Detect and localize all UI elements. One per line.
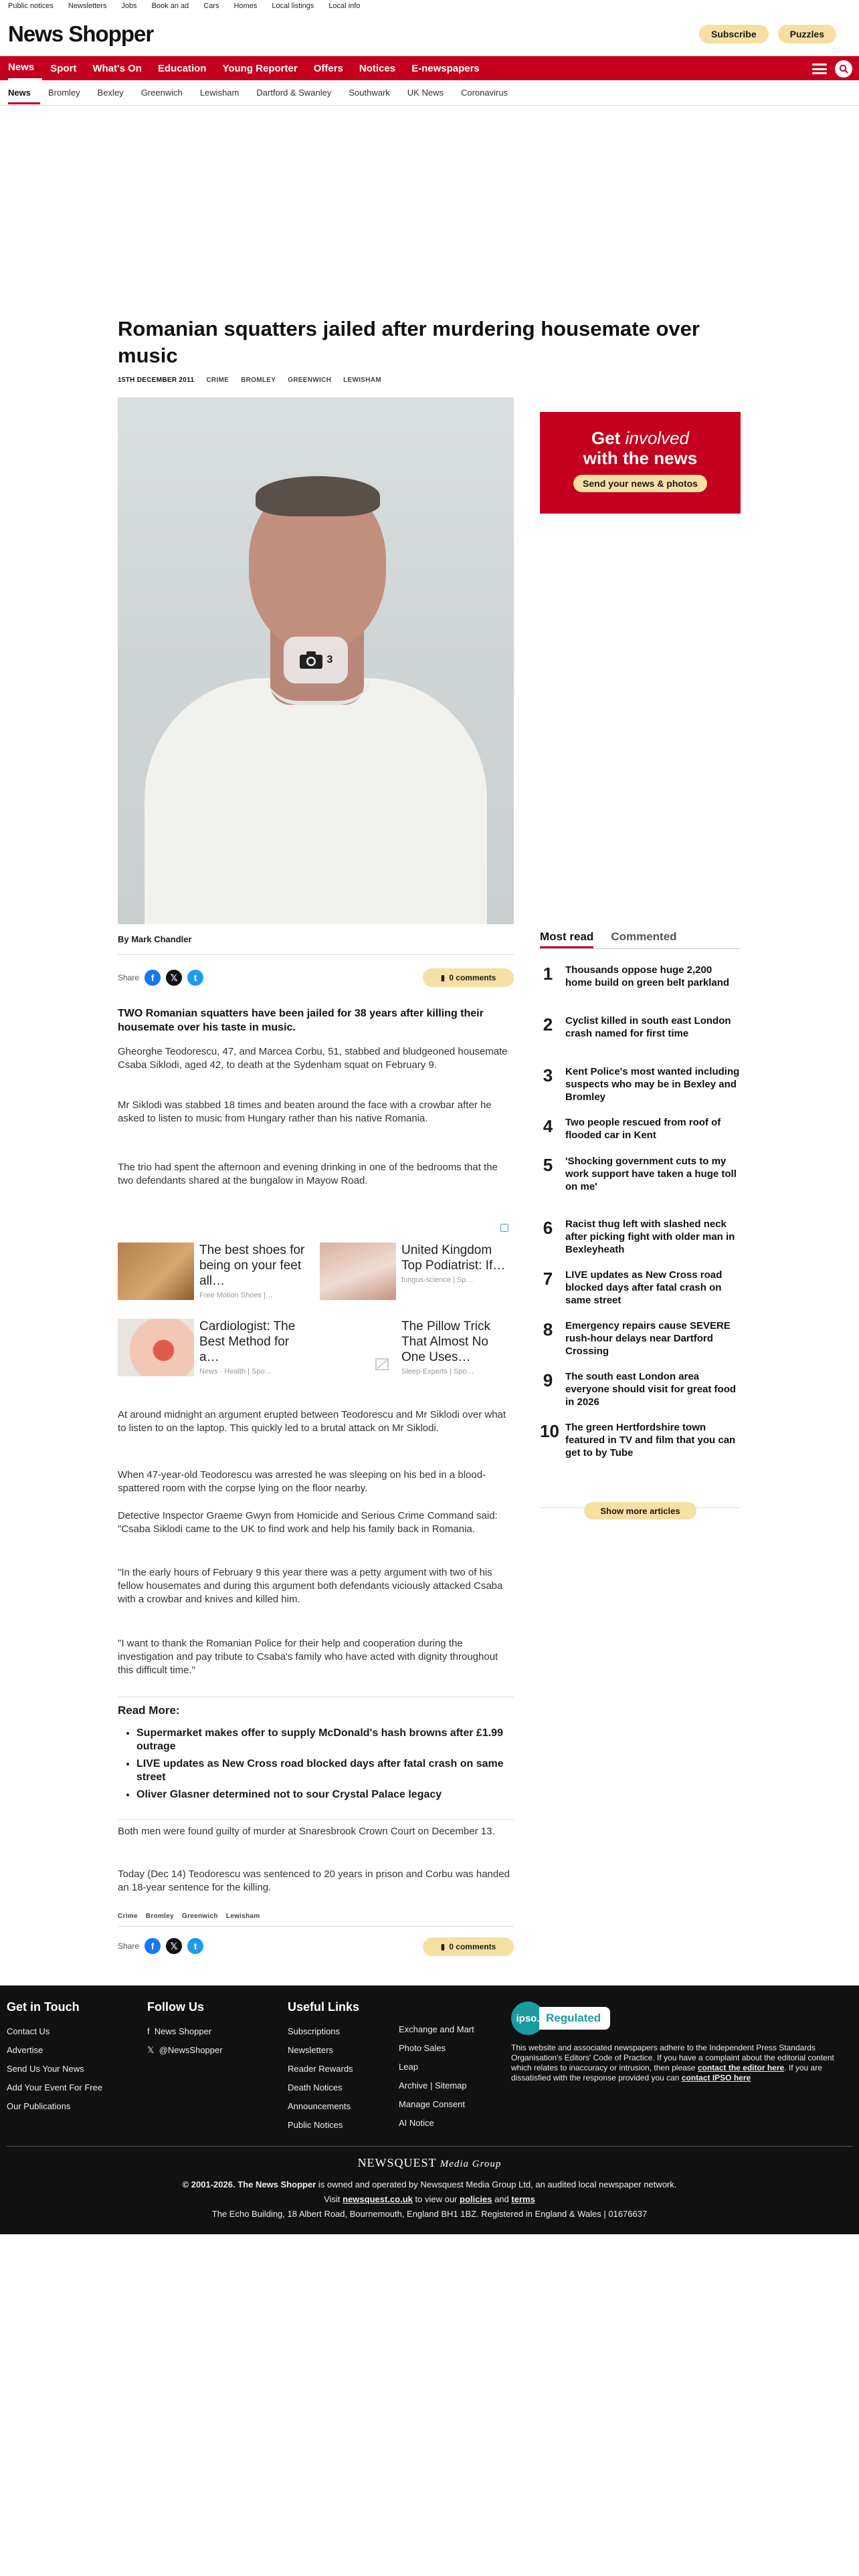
footer-get-in-touch [7,2000,102,2116]
comments-count: 0 comments [449,973,496,982]
subnav-item-greenwich[interactable]: Greenwich [140,88,183,98]
utility-link-jobs[interactable]: Jobs [121,2,137,10]
comments-button-bottom[interactable] [423,1937,514,1956]
article-paragraph: Mr Siklodi was stabbed 18 times and beaten around the face with a crowbar after he asked to listen to music from Hungary rather than his native Romania. [118,1099,492,1124]
facebook-icon: f [147,2026,150,2036]
footer-link[interactable]: Public Notices [288,2120,343,2130]
divider [118,1926,514,1927]
facebook-share-icon[interactable]: f [145,970,161,986]
tag-bromley[interactable]: Bromley [145,1913,174,1920]
most-read-item[interactable]: 3 Kent Police's most wanted including suspects who may be in Bexley and Bromley [540,1065,741,1116]
sponsored-ad[interactable] [118,1319,310,1376]
newsquest-site-link[interactable]: newsquest.co.uk [343,2194,413,2204]
search-icon[interactable] [835,60,852,78]
ipso-statement: This website and associated newspapers adhere to the Independent Press Standards Organisation's Editors' Code of Practice. If you have a complaint about the editorial content which relates to inaccuracy or intrusion, then please contact the editor here. If you are dissatisfied with the response provided you can contact IPSO here [511,2043,834,2082]
article-paragraph: Gheorghe Teodorescu, 47, and Marcea Corbu, 51, stabbed and bludgeoned housemate Csaba Siklodi, aged 42, to death at the Sydenham squat on February 9. [118,1046,508,1071]
footer-link[interactable]: Subscriptions [288,2026,341,2036]
ad-thumbnail [320,1243,396,1300]
most-read-item[interactable]: 9 The south east London area everyone should visit for great food in 2026 [540,1370,741,1421]
footer-link[interactable]: Newsletters [288,2045,333,2055]
footer-link[interactable]: AI Notice [399,2118,434,2128]
twitter-share-icon[interactable]: t [187,1938,203,1954]
sub-nav [0,80,859,106]
terms-link[interactable]: terms [511,2194,535,2204]
footer-facebook-link[interactable]: f News Shopper [147,2026,212,2036]
share-bar-top [118,970,203,986]
article-paragraph: The trio had spent the afternoon and evening drinking in one of the bedrooms that the two defendants shared at the bungalow in Mayow Road. [118,1162,498,1186]
tag-crime[interactable]: CRIME [206,377,229,384]
newsquest-logo[interactable]: NEWSQUEST Media Group [357,2156,502,2169]
ipso-logo: ipso. [511,2002,545,2035]
utility-link-local-info[interactable]: Local info [328,2,361,10]
footer-link[interactable]: Archive | Sitemap [399,2080,467,2090]
subnav-item-bromley[interactable]: Bromley [47,88,80,98]
article-paragraph: Both men were found guilty of murder at Snaresbrook Crown Court on December 13. [118,1826,495,1837]
tab-commented[interactable]: Commented [611,930,677,943]
puzzles-button[interactable]: Puzzles [778,25,836,43]
subscribe-button[interactable]: Subscribe [699,25,769,43]
read-more-heading: Read More: [118,1704,180,1717]
article-paragraph: "In the early hours of February 9 this year there was a petty argument with two of his fellow housemates and during this argument both defendants viciously attacked Csaba with a crowbar and knives and killed him. [118,1567,503,1605]
most-read-tabs [540,930,741,949]
rank-number: 4 [543,1116,553,1136]
rank-number: 5 [543,1155,553,1175]
rank-number: 7 [543,1269,553,1289]
facebook-share-icon[interactable]: f [145,1938,161,1954]
nav-item-young-reporter[interactable]: Young Reporter [222,62,298,74]
footer-divider [7,2146,852,2147]
subnav-item-bexley[interactable]: Bexley [97,88,124,98]
footer-link[interactable]: Send Us Your News [7,2064,84,2074]
ipso-badge[interactable] [511,2002,610,2035]
read-more-link[interactable]: • Oliver Glasner determined not to sour Crystal Palace legacy [136,1788,514,1802]
rank-number: 2 [543,1014,553,1035]
tab-most-read[interactable]: Most read [540,930,593,948]
ad-thumbnail [118,1243,194,1300]
article-paragraph: At around midnight an argument erupted between Teodorescu and Mr Siklodi over what to listen to on the laptop. This quickly led to a brutal attack on Mr Siklodi. [118,1409,506,1434]
utility-link-newsletters[interactable]: Newsletters [68,2,107,10]
footer-link[interactable]: Photo Sales [399,2043,446,2053]
subnav-item-coronavirus[interactable]: Coronavirus [460,88,508,98]
x-share-icon[interactable]: 𝕏 [166,1938,182,1954]
photo-subject-shirt [145,678,487,924]
utility-link-public-notices[interactable]: Public notices [8,2,54,10]
nav-item-notices[interactable]: Notices [359,62,396,74]
ipso-regulated-label: Regulated [539,2007,610,2030]
copyright-line: © 2001-2026. The News Shopper is owned and operated by Newsquest Media Group Ltd, an audited local newspaper network. [182,2179,677,2189]
main-nav [0,56,859,80]
read-more-list [128,1727,514,1806]
rank-number: 9 [543,1370,553,1390]
share-label: Share [118,1941,140,1951]
tag-lewisham[interactable]: LEWISHAM [343,377,381,384]
footer-link[interactable]: Announcements [288,2101,351,2111]
utility-link-local-listings[interactable]: Local listings [272,2,314,10]
photo-subject-hair [256,476,380,516]
ad-title: The best shoes for being on your feet all… [199,1243,305,1288]
tag-bromley[interactable]: BROMLEY [241,377,276,384]
address-line: The Echo Building, 18 Albert Road, Bournemouth, England BH1 1BZ. Registered in England & Wales | 01676637 [211,2209,648,2219]
footer-link[interactable]: Our Publications [7,2101,71,2111]
footer-follow-us [147,2000,223,2060]
comment-icon: ▮ [440,973,446,982]
article-tags [118,1913,260,1920]
adchoices-icon[interactable] [500,1224,508,1232]
most-read-item[interactable]: 2 Cyclist killed in south east London crash named for first time [540,1014,741,1065]
tag-greenwich[interactable]: GREENWICH [288,377,332,384]
footer-x-link[interactable]: 𝕏 @NewsShopper [147,2045,223,2055]
sponsored-ad[interactable] [320,1243,512,1300]
utility-link-homes[interactable]: Homes [233,2,258,10]
promo-line-1: Get involved [591,428,689,448]
article-paragraph: Detective Inspector Graeme Gwyn from Homicide and Serious Crime Command said: "Csaba Siklodi came to the UK to find work and help his family back in Romania. [118,1510,498,1535]
nav-item-sport[interactable]: Sport [50,62,77,74]
read-more-link[interactable]: • LIVE updates as New Cross road blocked days after fatal crash on same street [136,1757,514,1784]
x-icon: 𝕏 [147,2045,155,2055]
most-read-list [540,964,741,1472]
nav-item-education[interactable]: Education [157,62,207,74]
nav-item-news[interactable]: News [8,56,42,80]
ad-title: United Kingdom Top Podiatrist: If… [401,1243,506,1273]
rank-number: 10 [540,1421,559,1441]
ad-source: fungus-science | Sp… [401,1276,474,1284]
share-label: Share [118,973,140,982]
sponsored-ad[interactable] [320,1319,512,1376]
menu-icon[interactable] [812,64,827,74]
ad-source: Sleep-Experts | Spo… [401,1368,474,1376]
subnav-item-uk-news[interactable]: UK News [407,88,444,98]
camera-icon [299,651,323,669]
x-share-icon[interactable]: 𝕏 [166,970,182,986]
divider [118,954,514,955]
site-footer [0,1985,859,2234]
ad-title: The Pillow Trick That Almost No One Uses… [401,1319,491,1364]
rank-number: 3 [543,1065,553,1085]
most-read-item[interactable]: 1 Thousands oppose huge 2,200 home build on green belt parkland [540,964,741,1014]
footer-heading: Useful Links [288,2000,360,2014]
policies-link[interactable]: policies [460,2194,492,2204]
site-logo[interactable]: News Shopper [8,21,154,46]
send-news-button[interactable]: Send your news & photos [573,475,707,492]
utility-link-cars[interactable]: Cars [203,2,219,10]
share-bar-bottom [118,1938,203,1954]
comments-count: 0 comments [449,1942,496,1951]
subnav-item-news[interactable]: News [8,88,40,104]
footer-link[interactable]: Reader Rewards [288,2064,353,2074]
article-paragraph: When 47-year-old Teodorescu was arrested he was sleeping on his bed in a blood-spattered room with the corpse lying on the floor nearby. [118,1469,486,1494]
footer-link[interactable]: Contact Us [7,2026,50,2036]
comments-button-top[interactable] [423,968,514,987]
most-read-item[interactable]: 8 Emergency repairs cause SEVERE rush-hour delays near Dartford Crossing [540,1319,741,1370]
footer-useful-links [288,2000,359,2135]
byline: By Mark Chandler [118,934,192,944]
rank-number: 1 [543,964,553,984]
tag-greenwich[interactable]: Greenwich [181,1913,218,1920]
article-date: 15TH DECEMBER 2011 [118,377,195,384]
subnav-item-dartford-swanley[interactable]: Dartford & Swanley [256,88,332,98]
tag-crime[interactable]: Crime [118,1913,138,1920]
gallery-button[interactable] [284,637,348,683]
subnav-item-lewisham[interactable]: Lewisham [199,88,240,98]
ad-thumbnail [118,1319,194,1376]
masthead [0,12,859,56]
footer-link[interactable]: Add Your Event For Free [7,2082,103,2092]
most-read-item[interactable]: 4 Two people rescued from roof of flooded car in Kent [540,1116,741,1155]
article-lead: TWO Romanian squatters have been jailed for 38 years after killing their housemate over his taste in music. [118,1008,484,1033]
utility-link-book-an-ad[interactable]: Book an ad [151,2,189,10]
footer-heading: Follow Us [147,2000,204,2014]
nav-item-whats-on[interactable]: What's On [92,62,142,74]
promo-line-2: with the news [583,448,698,468]
article-meta [118,377,381,384]
send-news-promo[interactable] [540,412,741,514]
rank-number: 8 [543,1319,553,1339]
comment-icon: ▮ [440,1942,446,1951]
article-paragraph: "I want to thank the Romanian Police for their help and cooperation during the investigation and pay tribute to Csaba's family who have acted with dignity throughout this difficult time." [118,1638,498,1676]
article-headline: Romanian squatters jailed after murdering housemate over music [118,317,700,367]
photo-count: 3 [326,654,333,665]
nav-item-offers[interactable]: Offers [313,62,343,74]
divider [118,1819,514,1820]
footer-heading: Get in Touch [7,2000,80,2014]
ad-source: Free Motion Shoes |… [199,1291,273,1299]
ad-source: News - Health | Spo… [199,1368,272,1376]
article-paragraph: Today (Dec 14) Teodorescu was sentenced to 20 years in prison and Corbu was handed an 18-year sentence for the killing. [118,1868,510,1893]
most-read-item[interactable]: 6 Racist thug left with slashed neck after picking fight with older man in Bexleyheath [540,1218,741,1269]
footer-link[interactable]: Exchange and Mart [399,2024,474,2034]
footer-link[interactable]: Leap [399,2062,418,2072]
subnav-item-southwark[interactable]: Southwark [349,88,390,98]
footer-link[interactable]: Advertise [7,2045,43,2055]
utility-bar [0,0,859,12]
twitter-share-icon[interactable]: t [187,970,203,986]
ad-thumbnail [320,1319,396,1376]
sponsored-ad[interactable] [118,1243,310,1300]
most-read-item[interactable]: 7 LIVE updates as New Cross road blocked days after fatal crash on same street [540,1269,741,1319]
contact-editor-link[interactable]: contact the editor here [697,2063,785,2072]
most-read-item[interactable]: 10 The green Hertfordshire town featured in TV and film that you can get to by Tube [540,1421,741,1472]
footer-link[interactable]: Death Notices [288,2082,343,2092]
read-more-link[interactable]: • Supermarket makes offer to supply McDonald's hash browns after £1.99 outrage [136,1727,514,1753]
footer-useful-links-2 [399,2020,474,2133]
nav-item-e-newspapers[interactable]: E-newspapers [411,62,480,74]
rank-number: 6 [543,1218,553,1238]
ad-title: Cardiologist: The Best Method for a… [199,1319,296,1364]
show-more-articles-button[interactable]: Show more articles [584,1502,696,1519]
contact-ipso-link[interactable]: contact IPSO here [681,2073,751,2082]
visit-line: Visit newsquest.co.uk to view our policies and terms [324,2194,535,2204]
tag-lewisham[interactable]: Lewisham [225,1913,260,1920]
footer-link[interactable]: Manage Consent [399,2099,466,2109]
most-read-item[interactable]: 5 'Shocking government cuts to my work support have taken a huge toll on me' [540,1155,741,1218]
